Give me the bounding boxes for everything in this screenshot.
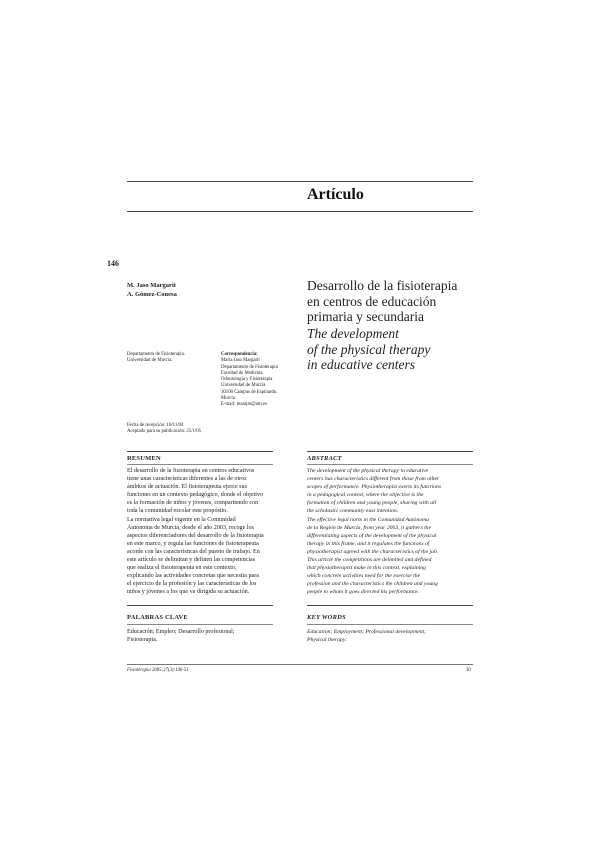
resumen-line: este artículo se delimitan y definen las competencias (127, 557, 256, 564)
title-es-line: Desarrollo de la fisioterapia (307, 278, 458, 293)
resumen-line: funciones en un contexto pedagógico, donde el objetivo (127, 492, 264, 499)
correspondence-email: E-mail: mamjm@um.es (221, 402, 267, 408)
abstract-line: profession and the characteristics the children and young (307, 581, 438, 588)
key-words-line: Physical therapy. (307, 637, 347, 644)
resumen-line: explicando las actividades concretas que necesita para (127, 573, 259, 580)
abstract-line: people to whom it goes directed his performance. (307, 589, 420, 596)
resumen-line: La normativa legal vigente en la Comunidad (127, 516, 236, 523)
resumen-line: el ejercicio de la profesión y las características de los (127, 581, 257, 588)
key-words-heading: KEY WORDS (307, 614, 346, 621)
key-words-heading-rule (307, 624, 473, 625)
resumen-line: Autónoma de Murcia, desde el año 2003, recoge los (127, 524, 254, 531)
resumen-line: es la formación de niños y jóvenes, compartiendo con (127, 500, 259, 507)
title-en-line: in educative centers (307, 357, 415, 372)
keywords-es-top-rule (127, 605, 273, 606)
resumen-line: ámbitos de actuación. El fisioterapeuta ejerce sus (127, 484, 247, 491)
affiliation-line: Departamento de Fisioterapia. (127, 352, 185, 357)
key-words-body (307, 628, 453, 644)
abstract-line: This article the competitions are delimited and defined (307, 557, 432, 564)
keywords-en-top-rule (307, 605, 473, 606)
authors (127, 281, 177, 299)
title-english (307, 326, 507, 373)
correspondence-heading: Correspondencia: (221, 352, 258, 357)
abstract-line: formation of children and young people, sharing with all (307, 500, 437, 507)
title-en-line: of the physical therapy (307, 341, 431, 357)
abstract-line: in a pedagogical context, where the objective is the (307, 492, 424, 499)
resumen-line: toda la comunidad escolar este propósito. (127, 508, 228, 515)
footer-rule (127, 664, 473, 665)
author-2: A. Gómez-Conesa (127, 291, 177, 298)
affiliation (127, 352, 185, 365)
abstract-line: scopes of performance. Physiotherapist exerts its functions (307, 484, 442, 491)
footer-page-number: 30 (466, 668, 471, 673)
palabras-clave-line: Fisioterapia. (127, 637, 158, 644)
header-bottom-rule (127, 211, 473, 212)
abstract-top-rule (307, 451, 473, 452)
resumen-heading: RESUMEN (127, 455, 161, 462)
abstract-line: centers has characteristics different from those from other (307, 476, 440, 483)
dates (127, 423, 201, 436)
footer-citation: Fisioterapia 2005;27(3):146-51 (127, 668, 189, 673)
resumen-body (127, 467, 272, 597)
abstract-line: the scholastic community east intention. (307, 508, 399, 515)
palabras-clave-heading-rule (127, 624, 273, 625)
abstract-heading: ABSTRACT (307, 455, 342, 462)
page-number: 146 (107, 259, 119, 268)
palabras-clave-line: Educación; Empleo; Desarrollo profesional; (127, 629, 235, 635)
abstract-body (307, 467, 453, 597)
resumen-line: tiene unas características diferentes a las de otros (127, 476, 247, 483)
correspondence-line: Departamento de Fisioterapia (221, 364, 278, 370)
abstract-line: differentiating aspects of the development of the physical (307, 532, 437, 539)
top-rule (127, 181, 473, 182)
resumen-line: aspectos diferenciadores del desarrollo de la fisioterapia (127, 532, 264, 539)
resumen-line: El desarrollo de la fisioterapia en centros educativos (127, 468, 255, 474)
title-en-line: The development (307, 326, 399, 341)
accepted-date: Aceptado para su publicación: 25/1/05 (127, 429, 202, 435)
abstract-line: de la Región de Murcia, from year 2003, it gathers the (307, 524, 432, 531)
section-label: Artículo (307, 186, 364, 203)
author-1: M. Jaso Margarit (127, 282, 176, 289)
abstract-line: The development of the physical therapy in educative (307, 468, 429, 474)
abstract-line: therapy in this frame, and it regulates the functions of (307, 540, 430, 547)
affiliation-line: Universidad de Murcia. (127, 358, 173, 364)
correspondence-line: 30100 Campus de Espinardo. (221, 389, 278, 395)
abstract-line: that physiotherapist make in this context, explaining (307, 565, 426, 572)
received-date: Fecha de recepción: 10/11/04 (127, 423, 184, 428)
title-es-line: en centros de educación (307, 293, 437, 309)
resumen-line: en este marco, y regula las funciones de fisioterapeuta (127, 540, 259, 547)
resumen-line: niños y jóvenes a los que va dirigida su actuación. (127, 589, 250, 596)
resumen-heading-rule (127, 464, 273, 465)
palabras-clave-body (127, 628, 272, 644)
resumen-top-rule (127, 451, 273, 452)
palabras-clave-heading: PALABRAS CLAVE (127, 614, 188, 621)
correspondence-line: Murcia (221, 396, 235, 402)
correspondence-line: Odontología y Fisioterapia (221, 377, 273, 383)
abstract-line: The effective legal norm in the Comunidad Autónoma (307, 516, 430, 523)
resumen-line: que realiza el fisioterapeuta en este contexto, (127, 565, 237, 572)
correspondence-line: Facultad de Medicina (221, 370, 263, 376)
title-es-line: primaria y secundaria (307, 309, 424, 324)
abstract-line: which concrete activities need for the exercise the (307, 573, 421, 580)
key-words-line: Education; Employment; Professional development; (307, 629, 427, 635)
resumen-line: acorde con las características del puesto de trabajo. En (127, 548, 260, 555)
correspondence-line: Marta Jaso Margarit (221, 358, 260, 364)
abstract-line: physiotherapist agreed with the characteristics of the job. (307, 548, 439, 555)
title-spanish (307, 278, 507, 325)
abstract-heading-rule (307, 464, 473, 465)
correspondence-line: Universidad de Murcia (221, 383, 266, 389)
correspondence (221, 352, 278, 409)
